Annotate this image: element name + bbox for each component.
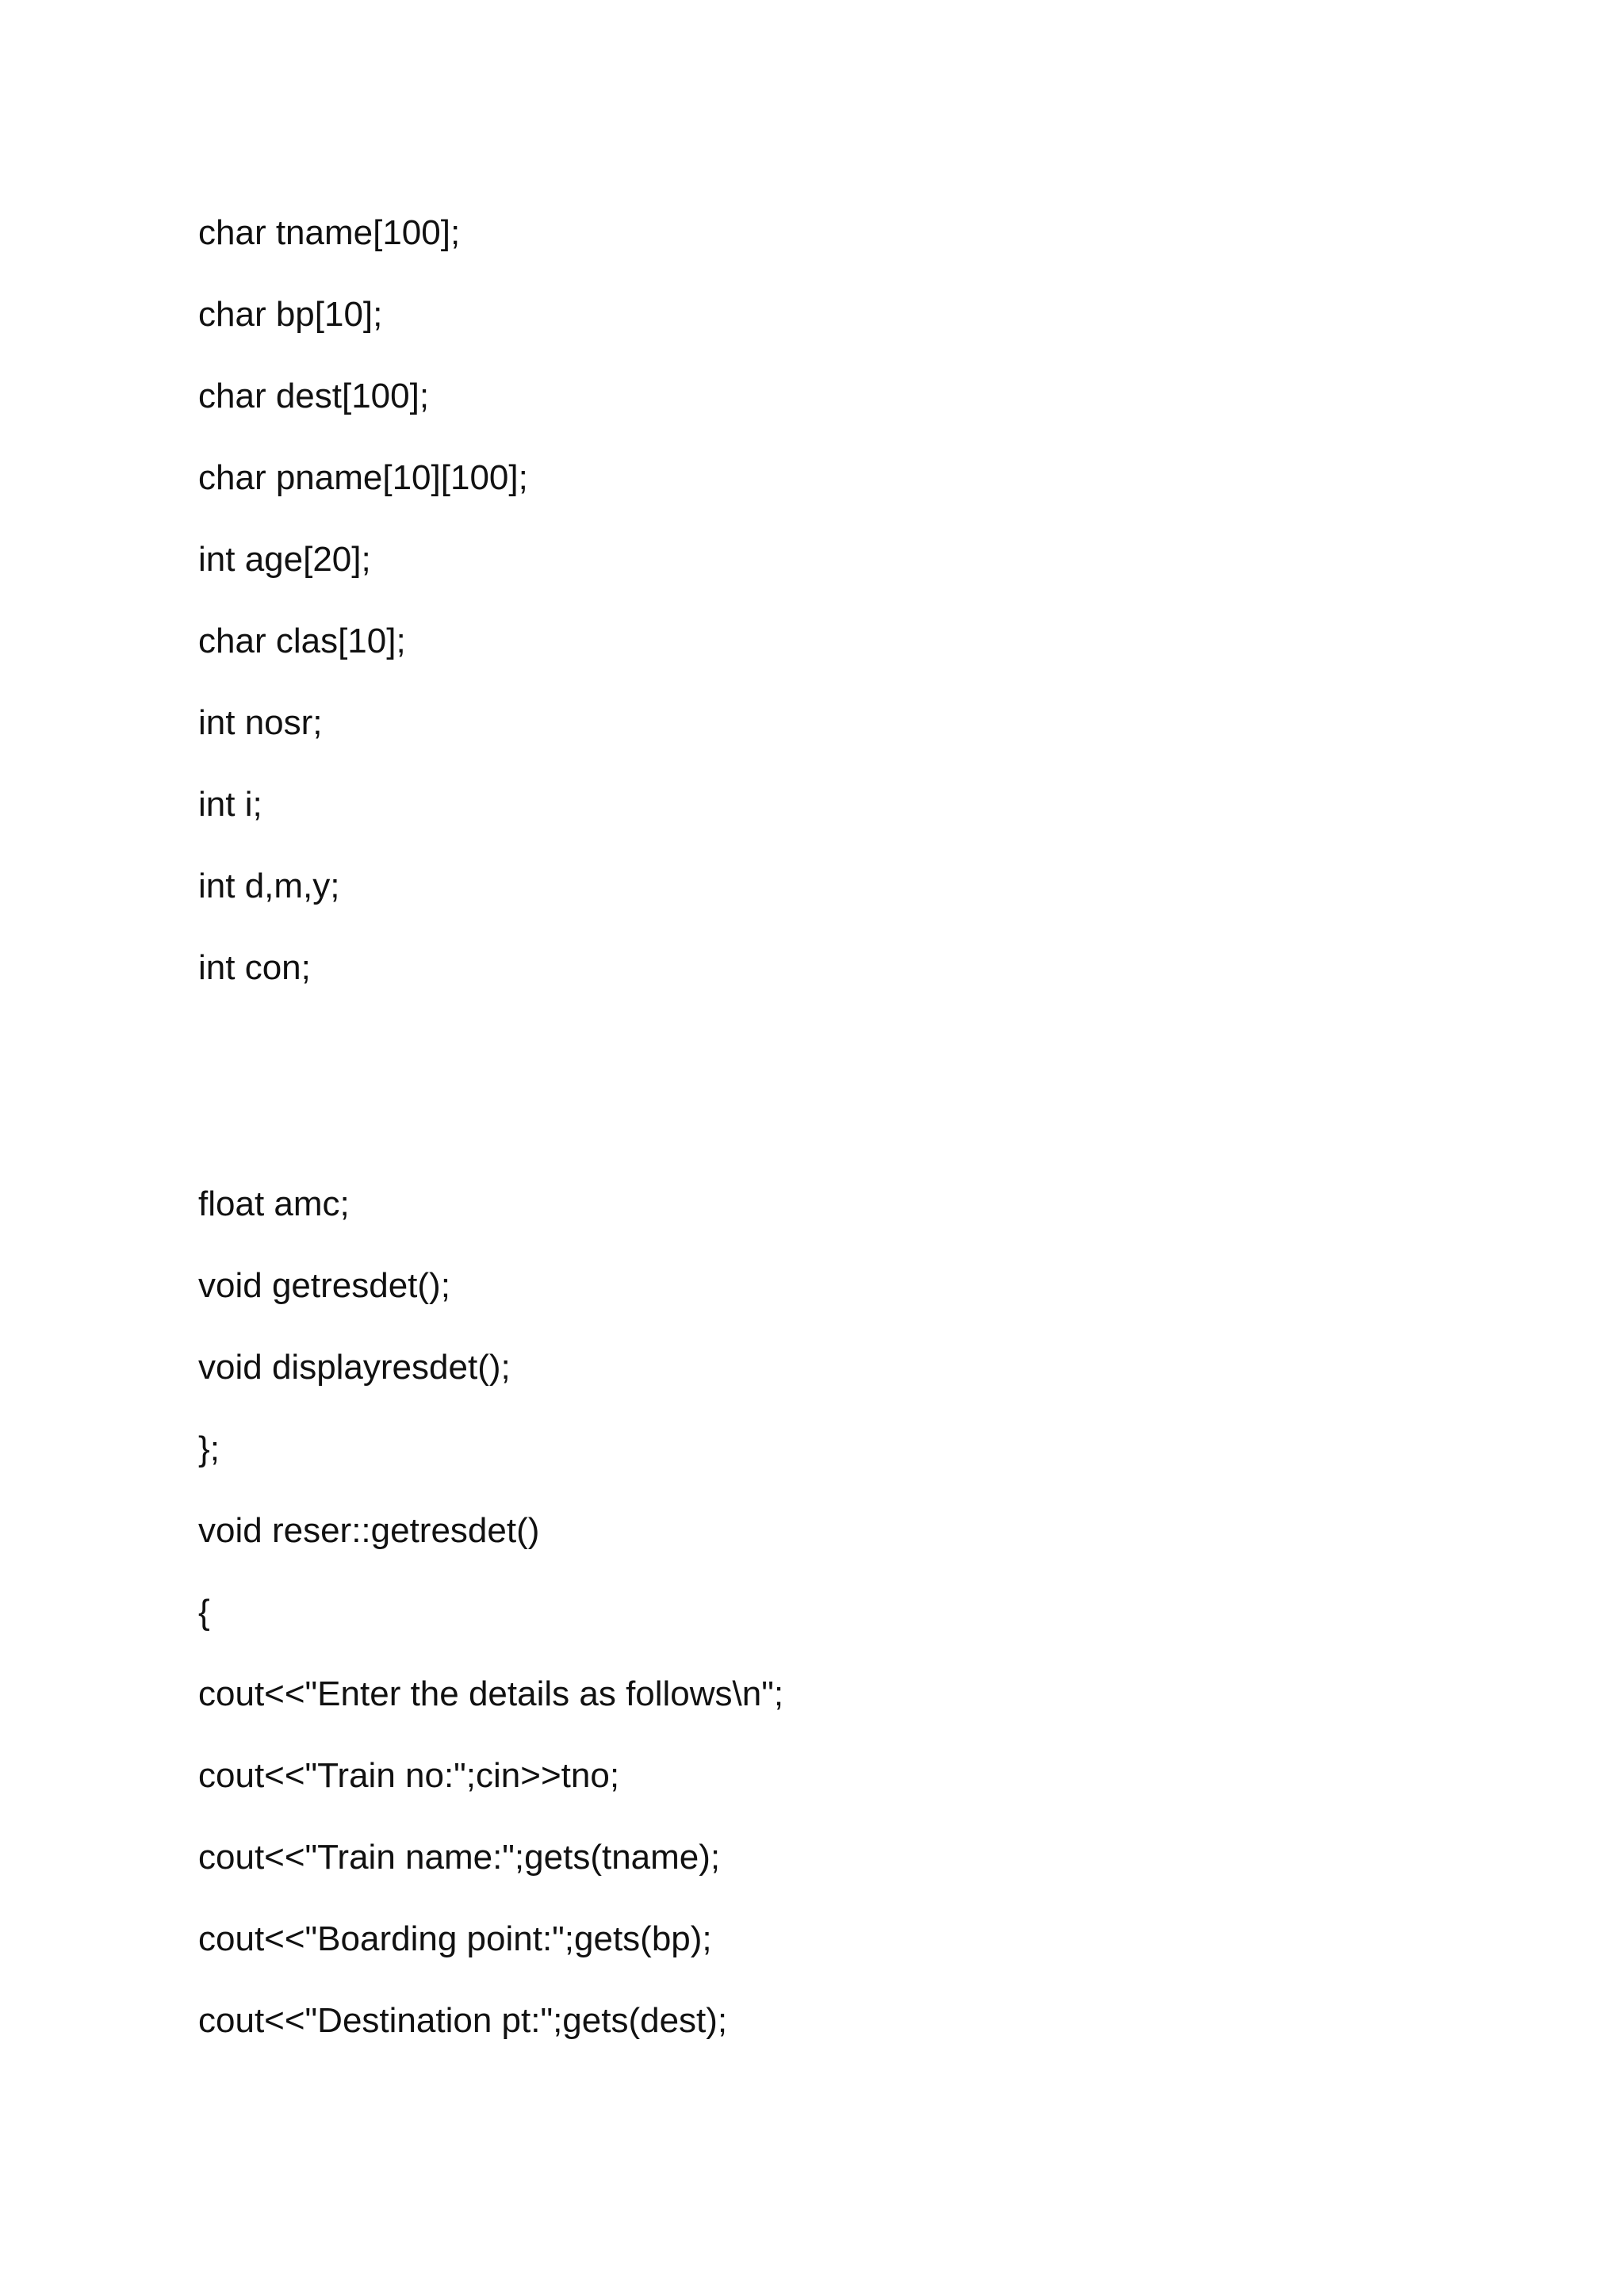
code-line: cout<<"Boarding point:";gets(bp);	[198, 1919, 712, 1958]
code-line: char pname[10][100];	[198, 458, 528, 497]
code-line: int con;	[198, 948, 311, 987]
code-line: int age[20];	[198, 540, 371, 579]
code-line: char bp[10];	[198, 295, 383, 334]
code-line: {	[198, 1593, 210, 1632]
code-line: cout<<"Enter the details as follows\n";	[198, 1674, 784, 1713]
code-line: void displayresdet();	[198, 1348, 511, 1387]
code-line: void reser::getresdet()	[198, 1511, 540, 1550]
code-line: void getresdet();	[198, 1266, 450, 1305]
code-line: char clas[10];	[198, 622, 406, 660]
code-line: char dest[100];	[198, 377, 430, 415]
code-block-declarations	[198, 192, 528, 1008]
code-line: int i;	[198, 785, 262, 824]
code-line: };	[198, 1429, 220, 1468]
code-line: cout<<"Train name:";gets(tname);	[198, 1838, 721, 1877]
code-line: float amc;	[198, 1184, 350, 1223]
code-line: cout<<"Train no:";cin>>tno;	[198, 1756, 620, 1795]
code-line: cout<<"Destination pt:";gets(dest);	[198, 2001, 728, 2040]
code-line: char tname[100];	[198, 213, 461, 252]
code-line: int d,m,y;	[198, 867, 340, 905]
code-line: int nosr;	[198, 703, 323, 742]
code-block-functions	[198, 1163, 783, 2061]
